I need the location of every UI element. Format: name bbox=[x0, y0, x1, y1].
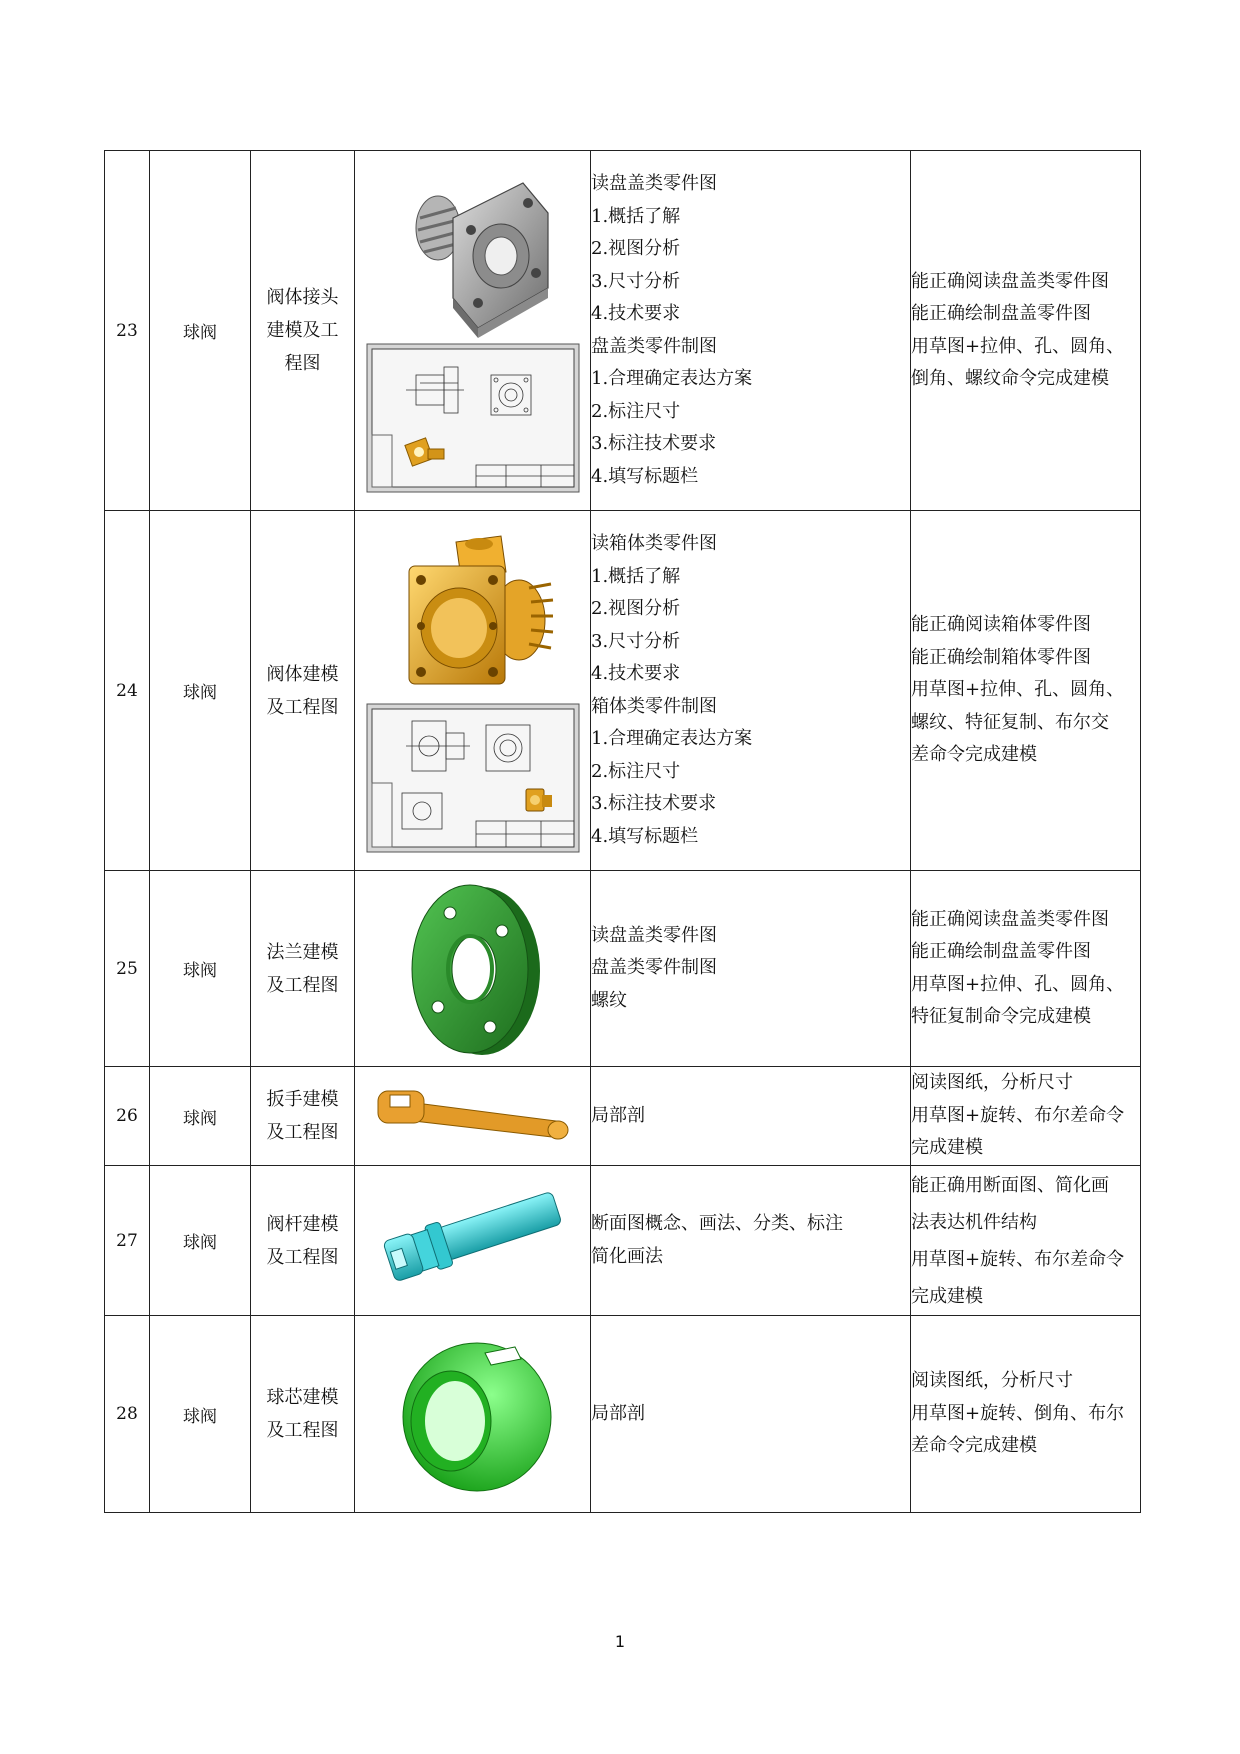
valve-joint-drawing-icon bbox=[366, 343, 580, 493]
valve-joint-model-icon bbox=[388, 168, 558, 343]
part-images bbox=[355, 871, 591, 1067]
task-name: 阀体接头 建模及工 程图 bbox=[251, 151, 355, 511]
learning-goals: 能正确阅读盘盖类零件图 能正确绘制盘盖零件图 用草图+拉伸、孔、圆角、 特征复制命令完成建模 bbox=[911, 871, 1141, 1067]
page-number: 1 bbox=[614, 1632, 626, 1651]
curriculum-table bbox=[104, 150, 1141, 1513]
table-row bbox=[105, 511, 1141, 871]
learning-goals: 能正确阅读盘盖类零件图 能正确绘制盘盖零件图 用草图+拉伸、孔、圆角、 倒角、螺纹命令完成建模 bbox=[911, 151, 1141, 511]
valve-stem-model-icon bbox=[373, 1186, 573, 1296]
project-name: 球阀 bbox=[150, 511, 251, 871]
task-name: 阀体建模 及工程图 bbox=[251, 511, 355, 871]
table-row bbox=[105, 1166, 1141, 1316]
learning-goals: 阅读图纸，分析尺寸 用草图+旋转、倒角、布尔 差命令完成建模 bbox=[911, 1316, 1141, 1513]
project-name: 球阀 bbox=[150, 1067, 251, 1166]
learning-goals: 能正确阅读箱体零件图 能正确绘制箱体零件图 用草图+拉伸、孔、圆角、 螺纹、特征复制、布尔交 差命令完成建模 bbox=[911, 511, 1141, 871]
teaching-content: 局部剖 bbox=[591, 1067, 911, 1166]
teaching-content: 读箱体类零件图 1.概括了解 2.视图分析 3.尺寸分析 4.技术要求 箱体类零件制图 1.合理确定表达方案 2.标注尺寸 3.标注技术要求 4.填写标题栏 bbox=[591, 511, 911, 871]
row-number: 24 bbox=[105, 511, 150, 871]
part-images bbox=[355, 1166, 591, 1316]
part-images bbox=[355, 1316, 591, 1513]
valve-body-model-icon bbox=[383, 528, 563, 703]
part-images bbox=[355, 511, 591, 871]
task-name: 阀杆建模 及工程图 bbox=[251, 1166, 355, 1316]
teaching-content: 读盘盖类零件图 盘盖类零件制图 螺纹 bbox=[591, 871, 911, 1067]
row-number: 28 bbox=[105, 1316, 150, 1513]
table-row bbox=[105, 1316, 1141, 1513]
learning-goals: 能正确用断面图、简化画 法表达机件结构 用草图+旋转、布尔差命令 完成建模 bbox=[911, 1166, 1141, 1316]
task-name: 扳手建模 及工程图 bbox=[251, 1067, 355, 1166]
project-name: 球阀 bbox=[150, 1316, 251, 1513]
row-number: 26 bbox=[105, 1067, 150, 1166]
project-name: 球阀 bbox=[150, 871, 251, 1067]
wrench-model-icon bbox=[368, 1081, 578, 1151]
valve-body-drawing-icon bbox=[366, 703, 580, 853]
project-name: 球阀 bbox=[150, 1166, 251, 1316]
row-number: 27 bbox=[105, 1166, 150, 1316]
flange-model-icon bbox=[398, 879, 548, 1059]
project-name: 球阀 bbox=[150, 151, 251, 511]
task-name: 法兰建模 及工程图 bbox=[251, 871, 355, 1067]
learning-goals: 阅读图纸，分析尺寸 用草图+旋转、布尔差命令 完成建模 bbox=[911, 1067, 1141, 1166]
task-name: 球芯建模 及工程图 bbox=[251, 1316, 355, 1513]
row-number: 23 bbox=[105, 151, 150, 511]
ball-core-model-icon bbox=[393, 1329, 553, 1499]
table-row bbox=[105, 871, 1141, 1067]
table-row bbox=[105, 1067, 1141, 1166]
teaching-content: 局部剖 bbox=[591, 1316, 911, 1513]
teaching-content: 读盘盖类零件图 1.概括了解 2.视图分析 3.尺寸分析 4.技术要求 盘盖类零件制图 1.合理确定表达方案 2.标注尺寸 3.标注技术要求 4.填写标题栏 bbox=[591, 151, 911, 511]
row-number: 25 bbox=[105, 871, 150, 1067]
part-images bbox=[355, 151, 591, 511]
part-images bbox=[355, 1067, 591, 1166]
teaching-content: 断面图概念、画法、分类、标注 简化画法 bbox=[591, 1166, 911, 1316]
table-row bbox=[105, 151, 1141, 511]
